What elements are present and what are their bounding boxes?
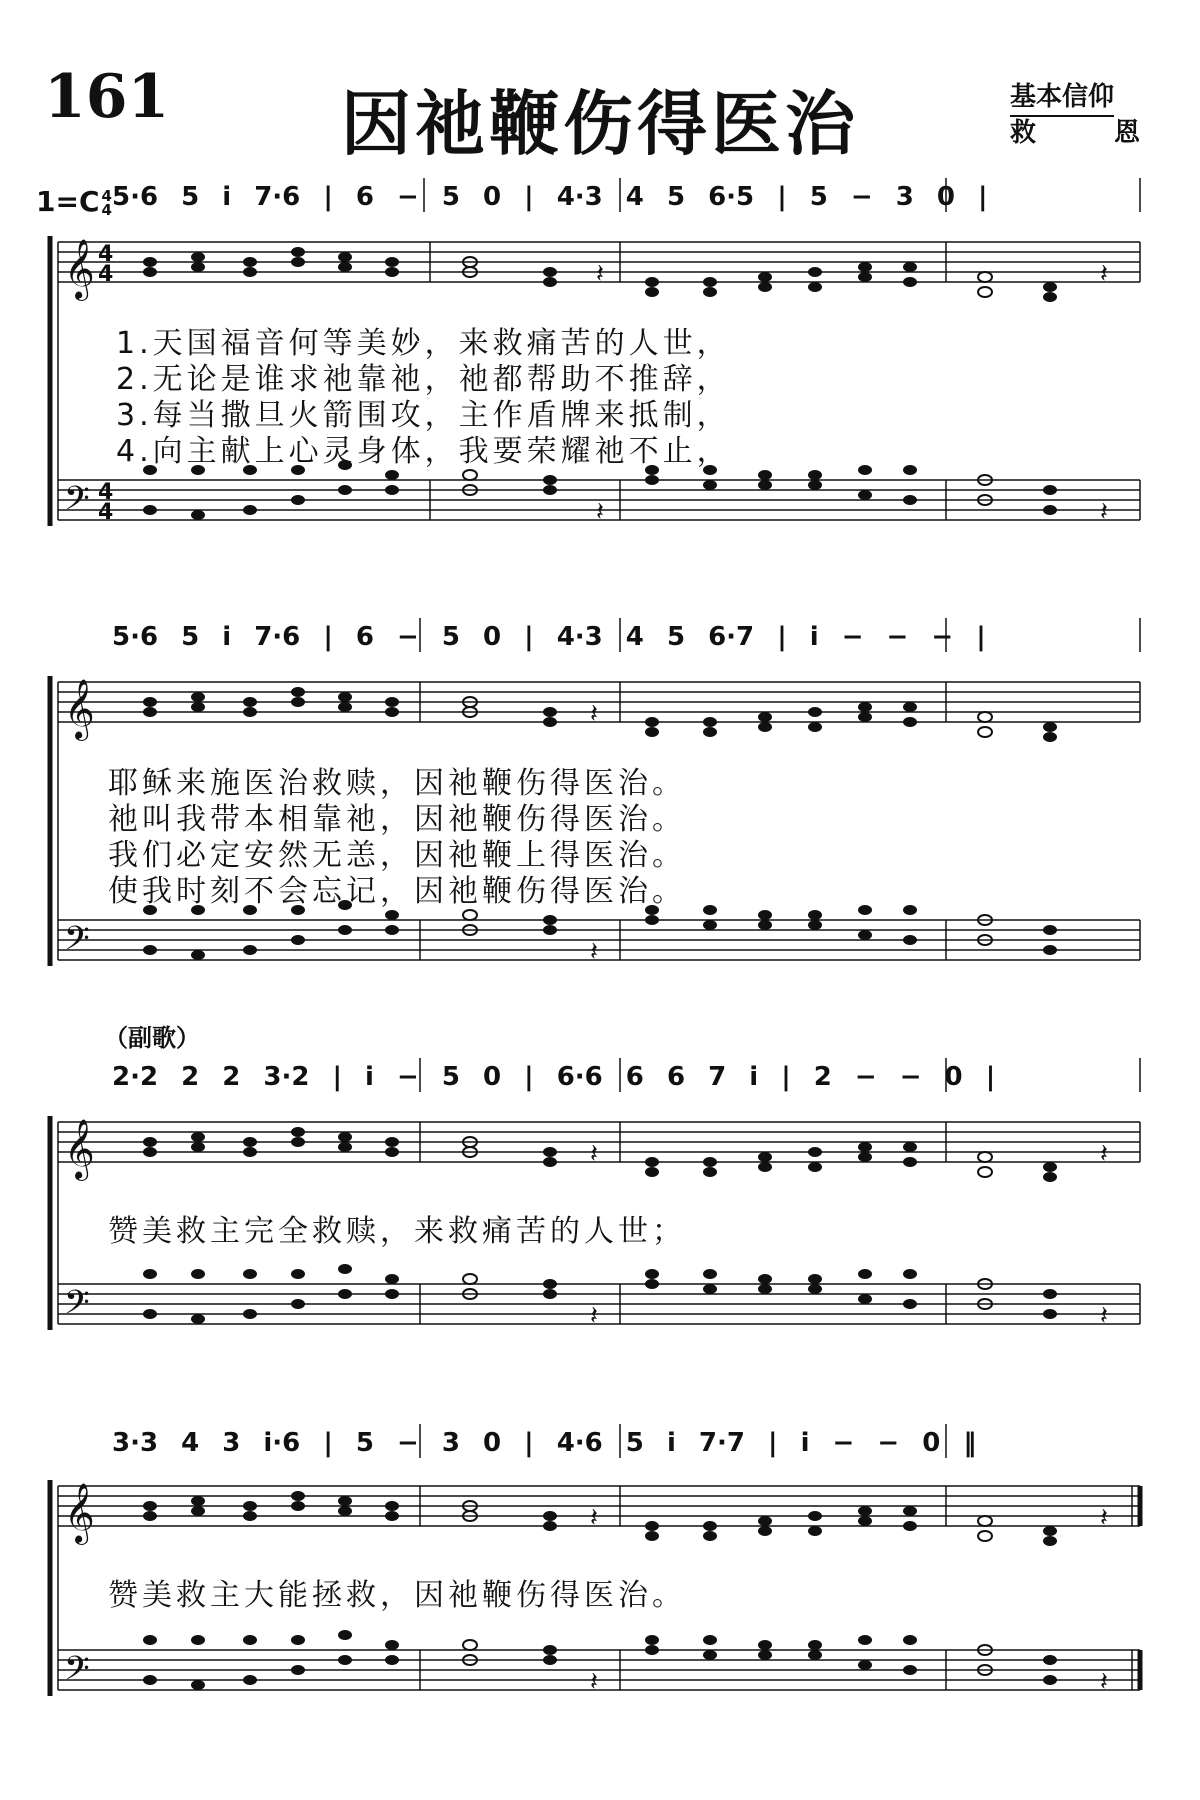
svg-text:𝄽: 𝄽 bbox=[590, 1503, 598, 1533]
lyric-verse-1: 耶稣来施医治救赎，因祂鞭伤得医治。 bbox=[108, 766, 686, 801]
jianpu-line-3: 2·2 2 2 3·2 | i − 5 0 | 6·6 6 6 7 i | 2 − − 0 | bbox=[112, 1062, 996, 1092]
treble-clef-icon: 𝄞 bbox=[64, 679, 95, 739]
svg-text:4: 4 bbox=[98, 480, 114, 505]
treble-clef-icon: 𝄞 bbox=[64, 1119, 95, 1179]
svg-text:𝄽: 𝄽 bbox=[1100, 1301, 1108, 1331]
bass-clef-icon: 𝄢 bbox=[64, 480, 90, 526]
key-label: 1=C bbox=[36, 185, 100, 218]
svg-text:𝄽: 𝄽 bbox=[1100, 1667, 1108, 1697]
time-signature: 4 4 bbox=[101, 187, 112, 219]
lyric-chorus-2: 赞美救主大能拯救，因祂鞭伤得医治。 bbox=[108, 1578, 686, 1613]
lyric-verse-2: 2.无论是谁求祂靠祂，祂都帮助不推辞， bbox=[116, 362, 731, 397]
svg-text:𝄽: 𝄽 bbox=[590, 699, 598, 729]
chorus-label: （副歌） bbox=[104, 1024, 200, 1052]
jianpu-line-4: 3·3 4 3 i·6 | 5 − 3 0 | 4·6 5 i 7·7 | i − − 0 ‖ bbox=[112, 1428, 977, 1458]
bass-clef-icon: 𝄢 bbox=[64, 1284, 90, 1330]
svg-text:4: 4 bbox=[98, 500, 114, 525]
lyric-verse-4: 4.向主献上心灵身体，我要荣耀祂不止， bbox=[116, 434, 731, 469]
svg-text:𝄽: 𝄽 bbox=[1100, 497, 1108, 527]
bass-clef-icon: 𝄢 bbox=[64, 1650, 90, 1696]
clefs bbox=[64, 239, 113, 1696]
svg-text:𝄽: 𝄽 bbox=[590, 937, 598, 967]
svg-text:𝄽: 𝄽 bbox=[590, 1301, 598, 1331]
svg-text:4: 4 bbox=[98, 262, 114, 287]
lyric-verse-1: 1.天国福音何等美妙，来救痛苦的人世， bbox=[116, 326, 731, 361]
lyric-verse-3: 3.每当撒旦火箭围攻，主作盾牌来抵制， bbox=[116, 398, 731, 433]
svg-text:𝄽: 𝄽 bbox=[590, 1667, 598, 1697]
hymn-number: 161 bbox=[44, 62, 170, 132]
hymn-category: 基本信仰 bbox=[1010, 76, 1114, 117]
hymn-title: 因祂鞭伤得医治 bbox=[341, 82, 859, 165]
hymn-topic: 救恩 bbox=[1010, 118, 1140, 148]
lyric-verse-3: 我们必定安然无恙，因祂鞭上得医治。 bbox=[108, 838, 686, 873]
rests bbox=[590, 259, 1108, 1697]
svg-text:𝄽: 𝄽 bbox=[1100, 1139, 1108, 1169]
svg-text:𝄽: 𝄽 bbox=[590, 1139, 598, 1169]
svg-text:𝄽: 𝄽 bbox=[596, 259, 604, 289]
bass-clef-icon: 𝄢 bbox=[64, 920, 90, 966]
treble-clef-icon: 𝄞 bbox=[64, 1483, 95, 1543]
lyric-verse-4: 使我时刻不会忘记，因祂鞭伤得医治。 bbox=[108, 874, 686, 909]
jianpu-line-2: 5·6 5 i 7·6 | 6 − 5 0 | 4·3 4 5 6·7 | i − − − | bbox=[112, 622, 986, 652]
treble-clef-icon: 𝄞 bbox=[64, 239, 95, 299]
jianpu-line-1: 5·6 5 i 7·6 | 6 − 5 0 | 4·3 4 5 6·5 | 5 − 3 0 | bbox=[112, 182, 988, 212]
lyric-chorus-1: 赞美救主完全救赎，来救痛苦的人世； bbox=[108, 1214, 686, 1249]
svg-text:4: 4 bbox=[98, 242, 114, 267]
lyric-verse-2: 祂叫我带本相靠祂，因祂鞭伤得医治。 bbox=[108, 802, 686, 837]
svg-text:𝄽: 𝄽 bbox=[1100, 259, 1108, 289]
svg-text:𝄽: 𝄽 bbox=[1100, 1503, 1108, 1533]
svg-text:𝄽: 𝄽 bbox=[596, 497, 604, 527]
